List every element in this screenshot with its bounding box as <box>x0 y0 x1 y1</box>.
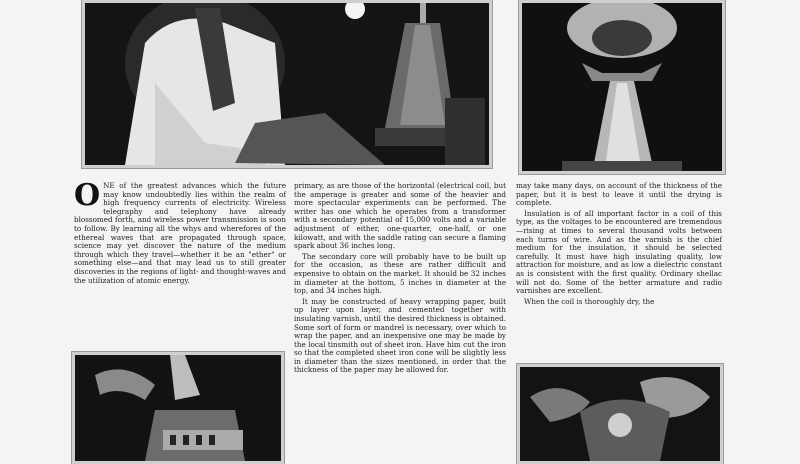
photo-coil-discharge-top <box>519 0 725 174</box>
article-paragraph: The secondary core will probably have to be built up for the occasion, as these are rather difficult and expensive to obtain on the market. It should be 32 inches in diameter at the bottom, 5 inches in diameter at the top, and 34 inches high. <box>294 251 506 296</box>
article-paragraph: It may be constructed of heavy wrapping paper, built up layer upon layer, and cemented together with insulating varnish, until the desired thickness is obtained. Some sort of form or mandrel is necessary, over which to wrap the paper, and an inexpensive one may be made by the local tinsmith out of sheet iron. Have him cut the iron so that the completed sheet iron cone will be slightly less in diameter than the sizes mentioned, in order that the thickness of the paper may be allowed for. <box>294 296 506 375</box>
paragraph-text: NE of the greatest advances which the future may know undoubtedly lies within the realm of high frequency currents of electricity. Wireless telegraphy and telephony have already blossomed forth, and wireless power transmission is soon to follow. By learning all the whys and wherefores of the ethereal waves that are propagated through space, science may yet discover the nature of the medium through which they travel—whether it be an "ether" or something else—and that may lead us to still greater discoveries in the regions of light- and thought-waves and the utilization of atomic energy. <box>74 181 286 285</box>
article-paragraph: may take many days, on account of the thickness of the paper, but it is best to leave it until the drying is complete. <box>516 181 722 208</box>
article-paragraph <box>74 178 286 285</box>
photo-coil-discharge-left <box>72 352 284 464</box>
article-column-1 <box>74 178 286 287</box>
article-paragraph: primary, as are those of the horizontal (electrical coil, but the amperage is greater and some of the heavier and more spectacular experiments can be performed. The writer has one which he operates from a transformer with a secondary potential of 15,000 volts and a variable adjustment of either, one-quarter, one-half, or one kilowatt, and with the saddle rating can secure a flaming spark about 36 inches long. <box>294 181 506 251</box>
article-paragraph: When the coil is thoroughly dry, the <box>524 296 655 306</box>
photo-experimenter-with-coil <box>82 0 492 168</box>
article-paragraph: Insulation is of all important factor in a coil of this type, as the voltages to be encountered are tremendous—rising at times to several thousand volts between each turns of wire. And as the varnish is the chief medium for the insulation, it should be selected carefully. It must have high insulating quality, low attraction for moisture, and as low a dielectric constant as is consistent with the first quality. Ordinary shellac will not do. Some of the better armature and radio varnishes are excellent. <box>516 208 722 296</box>
drop-cap: O <box>74 178 101 213</box>
photo-coil-discharge-right <box>517 364 723 464</box>
article-column-2 <box>294 182 506 377</box>
article-column-3 <box>516 182 722 308</box>
